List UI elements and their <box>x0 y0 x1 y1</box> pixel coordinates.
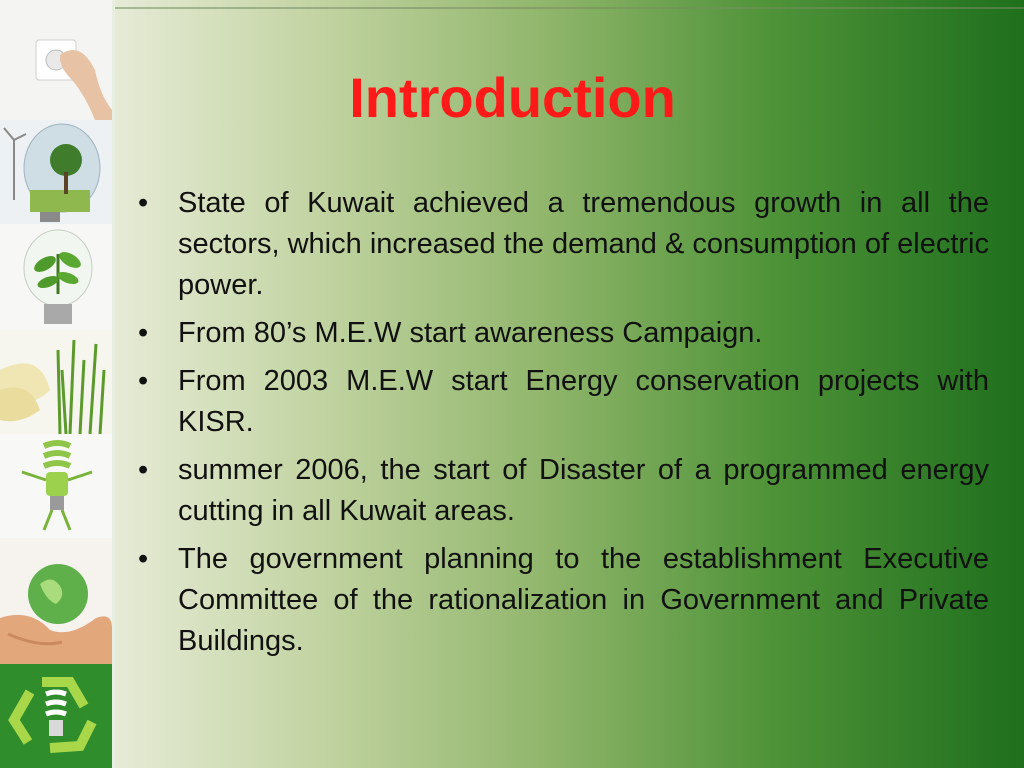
cfl-figure-icon <box>0 434 112 538</box>
slide-title: Introduction <box>349 66 676 129</box>
hands-holding-earth-icon <box>0 538 112 664</box>
recycle-cfl-icon <box>0 664 112 768</box>
list-item <box>136 313 989 354</box>
bullet-text: State of Kuwait achieved a tremendous growth in all the sectors, which increased the demand & consumption of electric power. <box>178 187 989 301</box>
list-item <box>136 539 989 662</box>
bullet-icon: • <box>138 187 149 219</box>
bullet-icon: • <box>138 317 149 349</box>
bullet-icon: • <box>138 454 149 486</box>
bullet-text: From 2003 M.E.W start Energy conservation projects with KISR. <box>178 365 989 438</box>
list-item <box>136 361 989 443</box>
bullet-icon: • <box>138 365 149 397</box>
bullet-text: From 80’s M.E.W start awareness Campaign. <box>178 317 763 349</box>
list-item <box>136 183 989 306</box>
bulb-with-plant-icon <box>0 224 112 330</box>
grass-and-cfl-icon <box>0 330 112 434</box>
bullet-text: summer 2006, the start of Disaster of a programmed energy cutting in all Kuwait areas. <box>178 454 989 527</box>
hand-on-switch-icon <box>0 0 112 120</box>
image-sidebar <box>0 0 112 768</box>
bullet-text: The government planning to the establishment Executive Committee of the rationalization in Government and Private Buildings. <box>178 543 989 657</box>
list-item <box>136 450 989 532</box>
bulb-with-windmill-icon <box>0 120 112 224</box>
bullet-icon: • <box>138 543 149 575</box>
top-rule <box>115 7 1024 9</box>
bullet-list <box>136 183 989 669</box>
